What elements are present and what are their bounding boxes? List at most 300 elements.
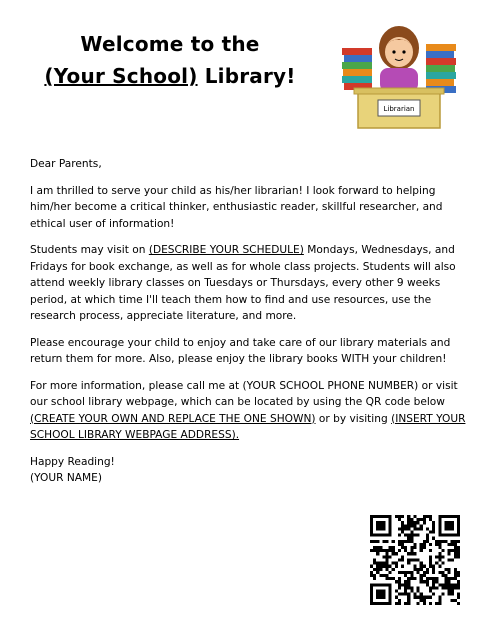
qr-module [420,599,423,602]
qr-module [398,534,401,537]
qr-module [392,540,395,543]
qr-module [379,546,382,549]
qr-module [407,534,410,537]
qr-module [457,593,460,596]
qr-module [444,515,447,518]
desk [354,88,444,128]
schedule-text-a: Students may visit on [30,244,149,256]
qr-module [413,543,416,546]
qr-module [417,534,420,537]
qr-module [448,571,451,574]
qr-module [457,586,460,589]
qr-module [454,552,457,555]
qr-module [454,515,457,518]
qr-module [370,596,373,599]
qr-module [389,531,392,534]
qr-module [420,546,423,549]
qr-module [379,583,382,586]
qr-module [395,565,398,568]
contact-text-b: or by visiting [315,412,392,425]
qr-module [373,568,376,571]
qr-module [426,571,429,574]
qr-module [454,534,457,537]
qr-module [410,577,413,580]
qr-module [407,552,410,555]
qr-module [417,518,420,521]
qr-module [379,565,382,568]
qr-module [441,562,444,565]
qr-module [429,549,432,552]
qr-module [395,552,398,555]
qr-module [398,558,401,561]
qr-module [392,562,395,565]
qr-module [448,549,451,552]
qr-module [407,593,410,596]
qr-module [389,534,392,537]
qr-module [429,596,432,599]
qr-module [389,571,392,574]
qr-module [376,602,379,605]
schedule-placeholder: (DESCRIBE YOUR SCHEDULE) [148,244,304,256]
qr-module [401,524,404,527]
qr-module [457,596,460,599]
qr-module [407,540,410,543]
qr-module [395,562,398,565]
qr-module [389,546,392,549]
qr-module [386,515,389,518]
qr-module [401,531,404,534]
qr-module [435,580,438,583]
qr-module [448,580,451,583]
qr-module [389,527,392,530]
qr-module [423,599,426,602]
qr-module [438,558,441,561]
qr-module [404,580,407,583]
qr-module [438,546,441,549]
qr-module [373,602,376,605]
qr-module [404,527,407,530]
qr-module [451,540,454,543]
qr-module [401,593,404,596]
qr-module [451,521,454,524]
qr-module [376,515,379,518]
qr-module [370,515,373,518]
qr-module [432,571,435,574]
qr-module [426,568,429,571]
qr-module [370,521,373,524]
qr-module [413,546,416,549]
qr-module [398,515,401,518]
qr-module [382,565,385,568]
qr-module [451,527,454,530]
qr-module [441,540,444,543]
qr-module [451,593,454,596]
qr-module [420,518,423,521]
qr-module [420,593,423,596]
qr-module [398,580,401,583]
qr-module [398,593,401,596]
qr-module [423,571,426,574]
qr-module [407,558,410,561]
qr-module [410,571,413,574]
qr-module [426,527,429,530]
qr-module [444,540,447,543]
qr-module [395,589,398,592]
qr-module [441,534,444,537]
qr-module [417,589,420,592]
qr-module [398,549,401,552]
qr-module [386,565,389,568]
qr-module [389,521,392,524]
qr-module [438,596,441,599]
qr-module [376,546,379,549]
qr-module [429,562,432,565]
qr-module [448,552,451,555]
qr-module [448,515,451,518]
qr-module [398,577,401,580]
qr-module [432,531,435,534]
qr-module [448,543,451,546]
qr-module [448,568,451,571]
title-line-1: Welcome to the [80,32,260,56]
qr-module [370,518,373,521]
qr-module [401,555,404,558]
qr-module [457,549,460,552]
qr-module [382,549,385,552]
qr-module [426,577,429,580]
qr-module [420,596,423,599]
qr-module [420,549,423,552]
title-library: Library! [204,64,296,88]
qr-module [395,596,398,599]
qr-module [401,546,404,549]
qr-module [407,586,410,589]
qr-module [448,527,451,530]
qr-module [441,574,444,577]
qr-module [429,565,432,568]
qr-module [392,568,395,571]
left-book-stack [342,48,372,90]
right-book-stack [426,44,456,93]
qr-module [376,562,379,565]
qr-module [457,540,460,543]
qr-module [410,524,413,527]
qr-module [382,515,385,518]
qr-module [373,577,376,580]
qr-module [370,574,373,577]
qr-module [448,524,451,527]
qr-module [389,555,392,558]
qr-module [379,593,382,596]
title-line-2 [20,64,320,88]
qr-module [413,577,416,580]
qr-module [407,599,410,602]
qr-module [370,534,373,537]
qr-module [435,577,438,580]
qr-module [379,527,382,530]
qr-module [407,562,410,565]
qr-module [404,574,407,577]
qr-module [448,593,451,596]
qr-module [423,543,426,546]
qr-module [426,537,429,540]
qr-module [457,527,460,530]
qr-module [423,546,426,549]
qr-module [423,515,426,518]
qr-module [398,602,401,605]
qr-module [370,586,373,589]
qr-module [413,593,416,596]
sign-off [30,454,470,487]
qr-code[interactable] [370,515,460,605]
qr-module [426,583,429,586]
qr-module [435,602,438,605]
qr-module [420,565,423,568]
qr-module [457,602,460,605]
qr-module [404,546,407,549]
qr-module [432,577,435,580]
qr-module [454,599,457,602]
qr-module [398,586,401,589]
qr-module [448,521,451,524]
qr-module [379,534,382,537]
qr-module [444,574,447,577]
qr-module [457,574,460,577]
qr-module [444,527,447,530]
qr-module [376,540,379,543]
qr-module [423,602,426,605]
qr-module [448,558,451,561]
qr-module [457,521,460,524]
qr-module [407,515,410,518]
qr-module [379,602,382,605]
qr-module [438,534,441,537]
qr-module [410,546,413,549]
qr-module [429,589,432,592]
qr-placeholder: (CREATE YOUR OWN AND REPLACE THE ONE SHOWN) [30,412,316,425]
qr-module [413,596,416,599]
qr-module [376,583,379,586]
qr-module [401,583,404,586]
qr-module [404,540,407,543]
librarian-illustration [340,18,458,130]
qr-module [407,577,410,580]
qr-module [386,577,389,580]
qr-module [386,549,389,552]
qr-module [448,577,451,580]
qr-module [410,574,413,577]
qr-module [454,555,457,558]
qr-module [404,534,407,537]
qr-module [404,583,407,586]
qr-module [423,574,426,577]
qr-module [432,524,435,527]
qr-module [432,568,435,571]
qr-module [451,543,454,546]
qr-module [444,521,447,524]
qr-module [454,583,457,586]
qr-module [432,537,435,540]
qr-module [389,565,392,568]
qr-module [401,565,404,568]
qr-module [407,527,410,530]
qr-module [457,546,460,549]
qr-module [451,586,454,589]
signature: (YOUR NAME) [30,472,102,484]
qr-module [454,586,457,589]
qr-module [398,518,401,521]
qr-module [373,534,376,537]
webpage-placeholder: (INSERT YOUR SCHOOL LIBRARY WEBPAGE ADDRESS). [30,412,466,441]
qr-module [435,562,438,565]
qr-module [451,524,454,527]
qr-module [373,549,376,552]
qr-module [441,515,444,518]
qr-module [448,589,451,592]
qr-module [448,534,451,537]
qr-module [382,574,385,577]
qr-module [429,555,432,558]
qr-module [451,549,454,552]
qr-module [373,583,376,586]
qr-module [420,543,423,546]
qr-module [401,540,404,543]
qr-module [370,571,373,574]
qr-module [444,568,447,571]
qr-module [398,543,401,546]
qr-module [373,515,376,518]
qr-module [410,531,413,534]
qr-module [441,555,444,558]
qr-module [401,571,404,574]
qr-module [438,543,441,546]
qr-module [392,546,395,549]
qr-module [379,515,382,518]
qr-module [457,583,460,586]
qr-module [454,540,457,543]
qr-module [441,549,444,552]
qr-module [382,540,385,543]
qr-module [426,534,429,537]
qr-module [407,537,410,540]
qr-module [386,583,389,586]
qr-module [386,602,389,605]
qr-module [376,568,379,571]
qr-module [457,552,460,555]
qr-module [417,521,420,524]
qr-module [426,515,429,518]
qr-module [386,558,389,561]
qr-module [382,589,385,592]
letter-body [30,156,470,487]
qr-module [370,540,373,543]
qr-module [395,580,398,583]
qr-module [432,527,435,530]
qr-module [376,565,379,568]
qr-module [398,583,401,586]
qr-module [413,568,416,571]
qr-module [413,565,416,568]
qr-module [441,571,444,574]
qr-module [386,568,389,571]
qr-module [370,527,373,530]
qr-module [404,593,407,596]
qr-module [417,571,420,574]
qr-module [454,549,457,552]
qr-module [432,593,435,596]
qr-module [438,602,441,605]
qr-module [454,571,457,574]
qr-module [429,586,432,589]
qr-module [420,577,423,580]
qr-module [441,586,444,589]
qr-module [376,549,379,552]
qr-module [432,565,435,568]
qr-module [382,521,385,524]
qr-module [410,586,413,589]
qr-module [379,524,382,527]
qr-module [410,518,413,521]
qr-module [407,518,410,521]
qr-module [454,546,457,549]
qr-module [386,574,389,577]
qr-module [379,574,382,577]
qr-module [389,583,392,586]
qr-module [451,589,454,592]
qr-module [382,583,385,586]
qr-module [417,596,420,599]
qr-module [438,527,441,530]
qr-module [379,596,382,599]
qr-module [429,515,432,518]
qr-module [370,531,373,534]
qr-module [438,531,441,534]
qr-module [435,540,438,543]
qr-module [435,555,438,558]
qr-module [376,527,379,530]
qr-module [386,562,389,565]
qr-module [386,534,389,537]
qr-module [444,577,447,580]
qr-module [382,596,385,599]
qr-module [454,568,457,571]
qr-module [448,586,451,589]
qr-module [417,568,420,571]
qr-module [429,543,432,546]
qr-module [404,589,407,592]
qr-module [379,549,382,552]
qr-module [426,596,429,599]
qr-module [423,580,426,583]
qr-module [398,527,401,530]
qr-module [389,602,392,605]
qr-module [420,574,423,577]
qr-module [389,515,392,518]
qr-module [373,562,376,565]
qr-module [407,571,410,574]
qr-module [382,602,385,605]
qr-module [444,534,447,537]
qr-module [389,549,392,552]
paragraph-contact [30,378,470,444]
qr-module [410,534,413,537]
qr-module [423,596,426,599]
qr-module [389,524,392,527]
qr-module [438,599,441,602]
librarian-figure [379,26,419,92]
qr-module [432,586,435,589]
qr-module [404,571,407,574]
